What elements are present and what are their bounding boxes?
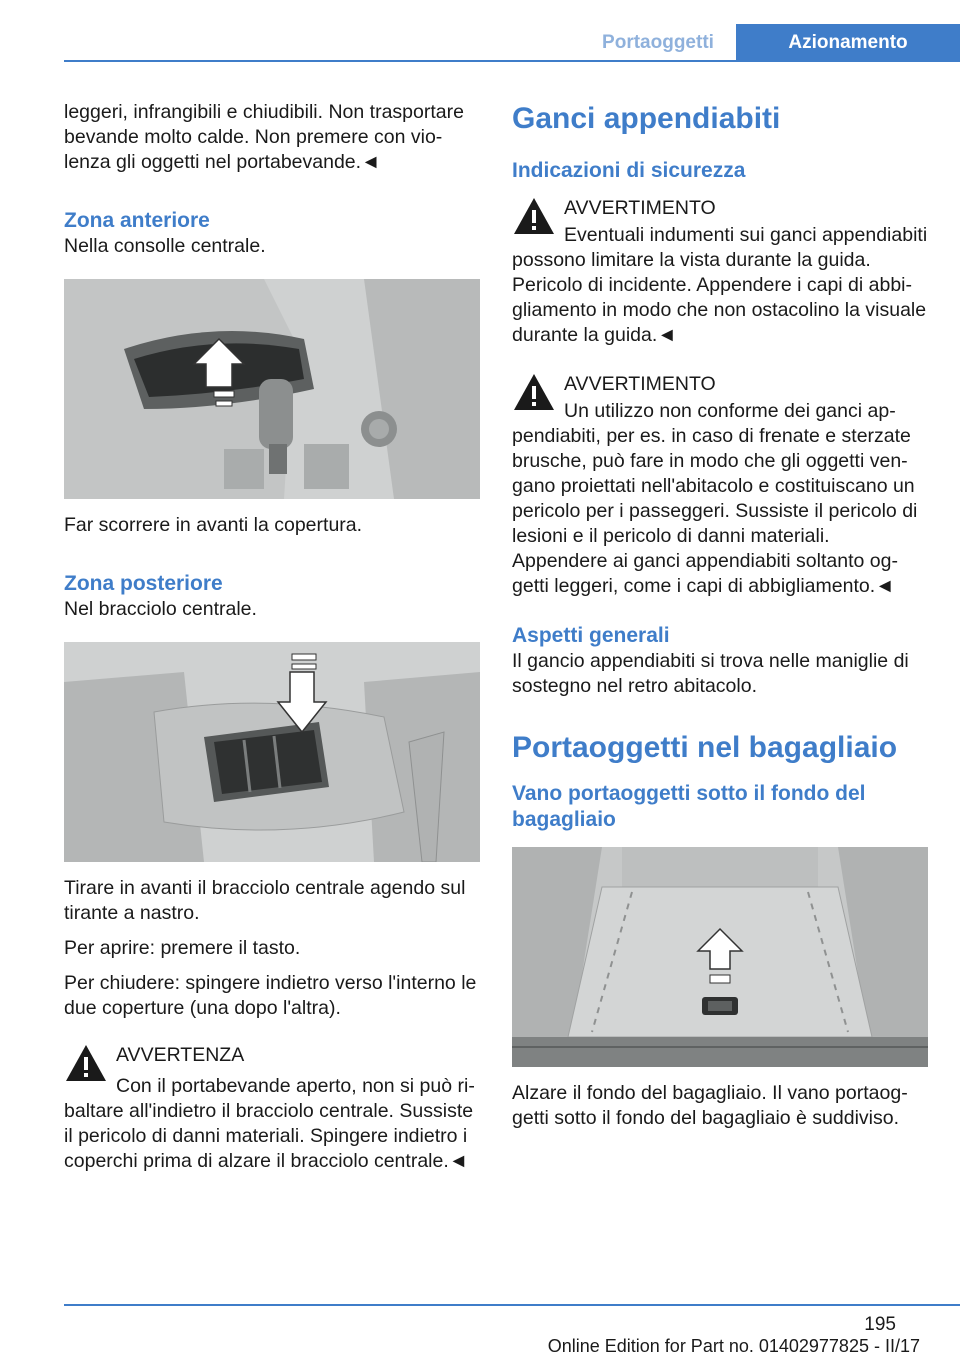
warning-title: AVVERTIMENTO (564, 373, 716, 395)
armrest-figure (64, 642, 480, 862)
footer-rule (64, 1304, 960, 1306)
step-open: Per aprire: premere il tasto. (64, 937, 301, 959)
right-column (512, 100, 928, 1131)
edition-note: Online Edition for Part no. 01402977825 - II/17 (547, 1336, 920, 1356)
left-column (64, 100, 480, 1076)
armrest-warning (64, 1043, 480, 1068)
step-close: Per chiudere: spingere indietro verso l'interno le due coperture (una dopo l'altra). (64, 972, 477, 1019)
zona-posteriore-caption: Tirare in avanti il bracciolo centrale agendo sul tirante a nastro. (64, 877, 466, 924)
luggage-floor-figure (512, 847, 928, 1067)
zona-posteriore-heading: Zona posteriore (64, 572, 223, 595)
warning-title: AVVERTIMENTO (564, 197, 716, 219)
page-number: 195 (864, 1314, 896, 1335)
general-heading: Aspetti generali (512, 624, 670, 647)
zona-anteriore-caption: Far scorrere in avanti la copertura. (64, 514, 363, 536)
bagagliaio-subheading: Vano portaoggetti sotto il fondo del bagagliaio (512, 782, 866, 831)
armrest-warning-text: Con il portabevande aperto, non si può ribaltare all'indietro il bracciolo centrale. Sussiste il pericolo di danni materiali. Spingere indietro i coperchi prima di alzare il bracciolo centrale.◄ (64, 1075, 475, 1172)
zona-anteriore-heading: Zona anteriore (64, 209, 210, 232)
warning-text: Un utilizzo non conforme dei ganci appendiabiti, per es. in caso di frenate e sterzate brusche, può fare in modo che gli oggetti vengano proiettati nell'abitacolo e costituiscano un pericolo per i passeggeri. Sussiste il pericolo di lesioni e il pericolo di danni materiali. Appendere ai ganci appendiabiti soltanto oggetti leggeri, come i capi di abbigliamento.◄ (512, 400, 918, 597)
warning-title: AVVERTENZA (116, 1044, 245, 1066)
warning-icon (512, 372, 556, 412)
header-section-tab: Portaoggetti (602, 32, 714, 53)
hook-warning-1 (512, 196, 928, 221)
warning-icon (512, 196, 556, 236)
header-active-tab: Azionamento (736, 24, 960, 62)
hook-warning-2 (512, 372, 928, 397)
general-text: Il gancio appendiabiti si trova nelle maniglie di sostegno nel retro abitacolo. (512, 650, 909, 697)
safety-heading: Indicazioni di sicurezza (512, 159, 746, 182)
bagagliaio-caption: Alzare il fondo del bagagliaio. Il vano portaoggetti sotto il fondo del bagagliaio è suddiviso. (512, 1082, 908, 1129)
warning-text: Eventuali indumenti sui ganci appendiabiti possono limitare la vista durante la guida. Pericolo di incidente. Appendere i capi di abbigliamento in modo che non ostacolino la visuale durante la guida.◄ (512, 224, 928, 346)
ganci-heading: Ganci appendiabiti (512, 102, 781, 135)
zona-anteriore-text: Nella consolle centrale. (64, 235, 266, 257)
zona-posteriore-text: Nel bracciolo centrale. (64, 598, 257, 620)
center-console-figure (64, 279, 480, 499)
header-rule (64, 60, 960, 62)
intro-paragraph: leggeri, infrangibili e chiudibili. Non trasportare bevande molto calde. Non premere con violenza gli oggetti nel portabevande.◄ (64, 101, 464, 173)
bagagliaio-heading: Portaoggetti nel bagagliaio (512, 731, 898, 764)
